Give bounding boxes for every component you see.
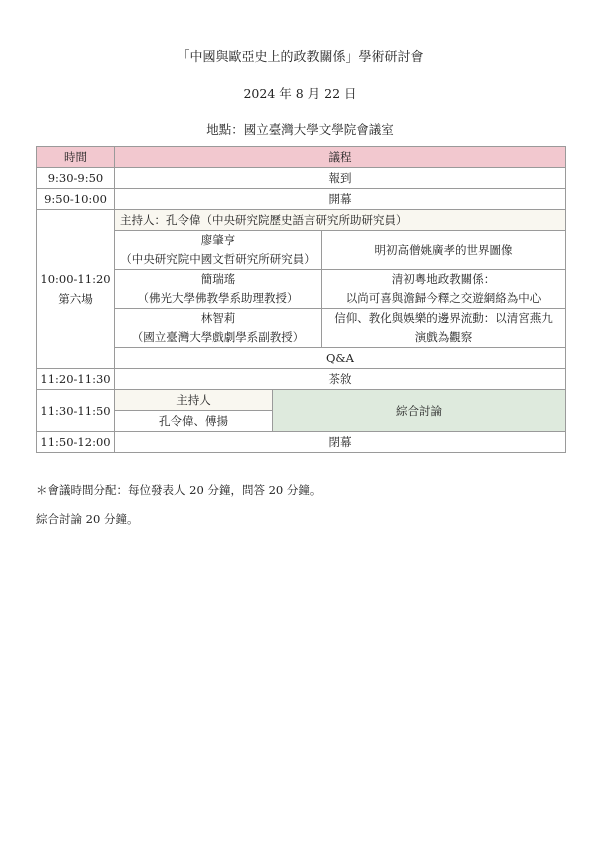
talk-title: 明初高僧姚廣孝的世界圖像 — [374, 242, 513, 257]
conference-venue: 地點：國立臺灣大學文學院會議室 — [206, 122, 394, 137]
speaker-name: 簡瑞瑤 — [200, 272, 236, 286]
speaker-cell — [115, 231, 322, 270]
time-cell: 11:20-11:30 — [37, 369, 115, 390]
session-moderator: 主持人：孔令偉（中央研究院歷史語言研究所助研究員） — [115, 210, 566, 231]
speaker-affiliation: （佛光大學佛教學系助理教授） — [137, 291, 299, 305]
talk-title-cell — [322, 309, 566, 348]
table-row-talk — [37, 270, 566, 309]
time-cell: 9:50-10:00 — [37, 189, 115, 210]
table-row-session-moderator — [37, 210, 566, 231]
agenda-cell: 閉幕 — [115, 432, 566, 453]
table-row-talk — [37, 231, 566, 270]
table-row-break — [37, 369, 566, 390]
time-allocation-note: ＊會議時間分配：每位發表人 20 分鐘，問答 20 分鐘。 — [36, 483, 322, 497]
table-header-row — [37, 147, 566, 168]
speaker-cell — [115, 270, 322, 309]
session-time-cell — [37, 210, 115, 369]
table-row-qa — [37, 348, 566, 369]
talk-title: 清初粵地政教關係： — [391, 272, 496, 286]
speaker-name: 廖肇亨 — [200, 233, 236, 247]
discussion-time-note: 綜合討論 20 分鐘。 — [36, 512, 139, 526]
agenda-cell: 報到 — [115, 168, 566, 189]
speaker-cell — [115, 309, 322, 348]
talk-title-cell — [322, 231, 566, 270]
table-row-closing — [37, 432, 566, 453]
discussion-host-label: 主持人 — [115, 390, 273, 411]
table-row-discussion — [37, 390, 566, 411]
schedule-table — [36, 146, 566, 453]
qa-cell: Q&A — [115, 348, 566, 369]
time-cell: 9:30-9:50 — [37, 168, 115, 189]
talk-title: 信仰、教化與娛樂的邊界流動：以清宮燕九 — [334, 311, 553, 325]
header-agenda: 議程 — [115, 147, 566, 168]
time-cell: 11:30-11:50 — [37, 390, 115, 432]
table-row-opening — [37, 189, 566, 210]
table-row-registration — [37, 168, 566, 189]
speaker-name: 林智莉 — [200, 311, 236, 325]
conference-date: 2024 年 8 月 22 日 — [243, 86, 357, 101]
time-cell: 11:50-12:00 — [37, 432, 115, 453]
speaker-affiliation: （國立臺灣大學戲劇學系副教授） — [131, 330, 305, 344]
discussion-cell: 綜合討論 — [273, 390, 566, 432]
session-name: 第六場 — [58, 292, 93, 306]
talk-title-cell — [322, 270, 566, 309]
session-time: 10:00-11:20 — [40, 272, 111, 286]
discussion-hosts: 孔令偉、傅揚 — [115, 411, 273, 432]
agenda-cell: 開幕 — [115, 189, 566, 210]
agenda-cell: 茶敘 — [115, 369, 566, 390]
talk-title-line2: 演戲為觀察 — [414, 330, 473, 344]
page-title: 「中國與歐亞史上的政教關係」學術研討會 — [176, 50, 424, 65]
table-row-talk — [37, 309, 566, 348]
talk-title-line2: 以尚可喜與澹歸今釋之交遊網絡為中心 — [345, 291, 542, 305]
speaker-affiliation: （中央研究院中國文哲研究所研究員） — [120, 252, 316, 266]
header-time: 時間 — [37, 147, 115, 168]
